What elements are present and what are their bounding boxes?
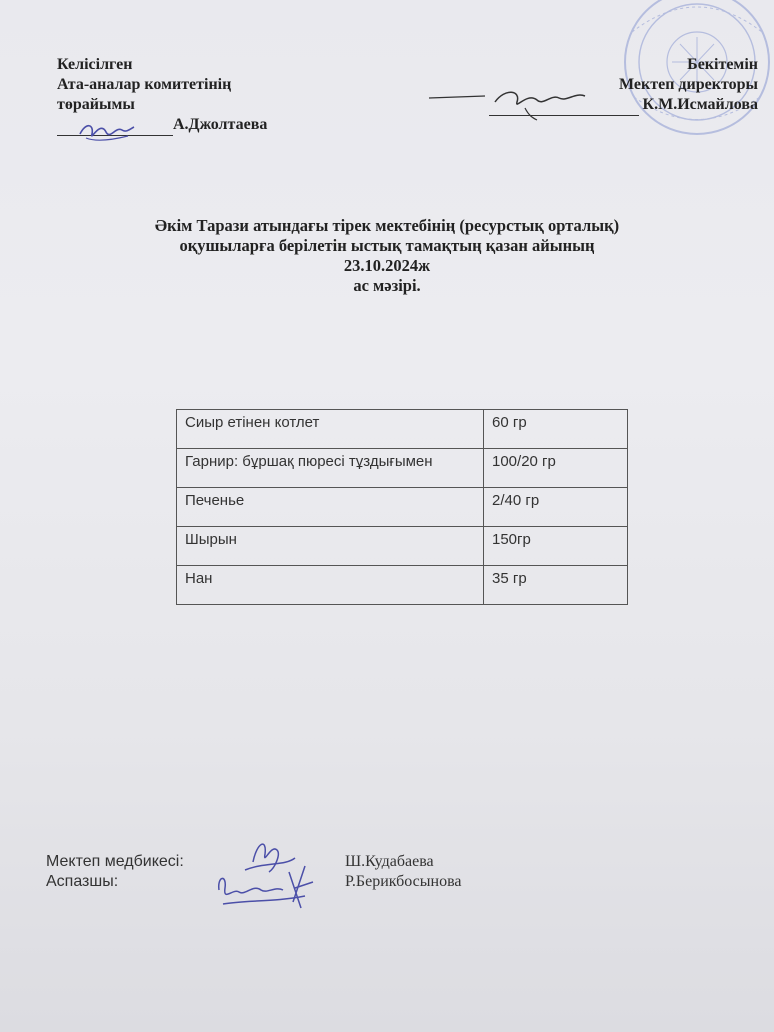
table-row <box>177 449 628 488</box>
menu-item-amount: 100/20 гр <box>484 449 628 488</box>
title-line-date: 23.10.2024ж <box>343 256 431 275</box>
approval-left-role: төрайымы <box>57 96 135 113</box>
approval-right-label: Бекітемін <box>687 56 758 73</box>
footer-names <box>345 852 462 892</box>
table-row <box>177 410 628 449</box>
footer-labels <box>46 852 184 892</box>
table-row <box>177 488 628 527</box>
menu-item-name: Печенье <box>177 488 484 527</box>
menu-item-name: Гарнир: бұршақ пюресі тұздығымен <box>177 449 484 488</box>
title-line-description: оқушыларға берілетін ыстық тамақтың қазан айының <box>179 236 595 255</box>
approval-left-committee: Ата-аналар комитетінің <box>57 76 232 93</box>
approval-right-role: Мектеп директоры <box>619 76 758 93</box>
title-line-school: Әкім Тарази атындағы тірек мектебінің (ресурстық орталық) <box>154 216 620 235</box>
cook-name: Р.Берикбосынова <box>345 873 462 890</box>
staff-signatures <box>205 832 335 917</box>
menu-item-amount: 60 гр <box>484 410 628 449</box>
approval-left-label: Келісілген <box>57 56 133 73</box>
title-line-menu: ас мәзірі. <box>353 276 421 295</box>
director-signature <box>425 80 605 125</box>
menu-item-name: Нан <box>177 566 484 605</box>
menu-item-amount: 150гр <box>484 527 628 566</box>
nurse-label: Мектеп медбикесі: <box>46 853 184 870</box>
menu-item-amount: 35 гр <box>484 566 628 605</box>
menu-table <box>176 409 628 605</box>
cook-label: Аспазшы: <box>46 873 119 890</box>
approval-left-name: А.Джолтаева <box>173 116 268 133</box>
menu-title <box>0 216 774 296</box>
approval-right-name: К.М.Исмайлова <box>642 96 758 113</box>
table-row <box>177 566 628 605</box>
menu-item-name: Шырын <box>177 527 484 566</box>
menu-item-name: Сиыр етінен котлет <box>177 410 484 449</box>
nurse-name: Ш.Кудабаева <box>345 853 434 870</box>
parent-committee-signature <box>72 112 142 152</box>
menu-item-amount: 2/40 гр <box>484 488 628 527</box>
table-row <box>177 527 628 566</box>
